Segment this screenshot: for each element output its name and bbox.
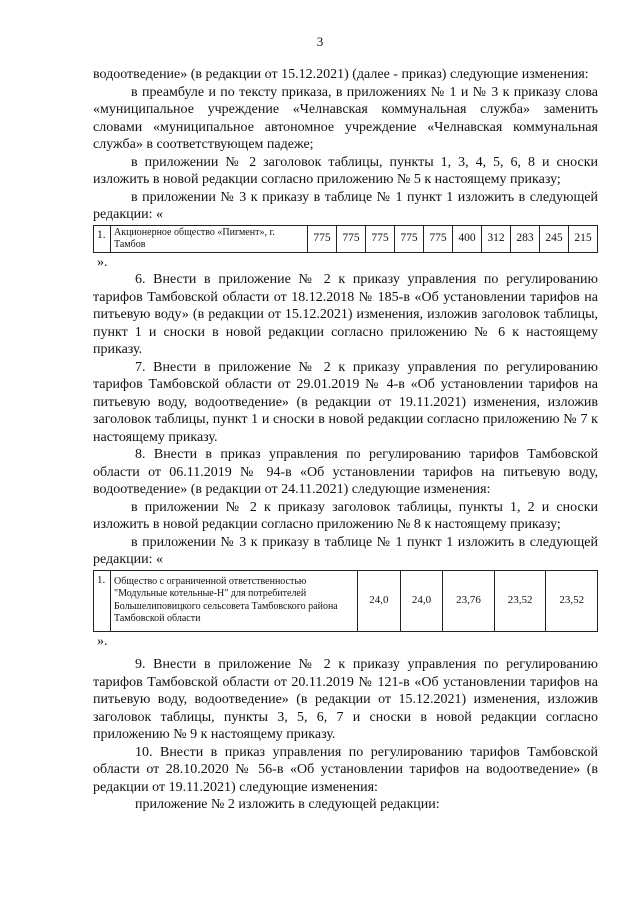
- document-body: [93, 66, 598, 814]
- page-number: 3: [316, 34, 324, 49]
- tariff-cell: 24,0: [358, 570, 401, 631]
- paragraph: водоотведение» (в редакции от 15.12.2021) (далее - приказ) следующие изменения:: [93, 67, 589, 82]
- paragraph: 9. Внести в приложение № 2 к приказу управления по регулированию тарифов Тамбовской области от 20.11.2019 № 121-в «Об установлении тарифов на питьевую воду, водоотведение» (в редакции от 15.12.2021) изменения, изложив заголовок таблицы, пункты 3, 5, 6, 7 и сноски в новой редакции согласно приложению № 9 к настоящему приказу.: [93, 657, 598, 742]
- paragraph: 10. Внести в приказ управления по регулированию тарифов Тамбовской области от 28.10.2020 № 56-в «Об установлении тарифов на водоотведение» (в редакции от 19.11.2021) следующие изменения:: [93, 744, 598, 795]
- tariff-cell: 245: [540, 225, 569, 252]
- tariff-cell: 775: [337, 225, 366, 252]
- tariff-cell: 23,76: [443, 570, 495, 631]
- row-number: 1.: [94, 570, 111, 631]
- paragraph: в приложении № 3 к приказу в таблице № 1 пункт 1 изложить в следующей редакции: «: [93, 189, 598, 222]
- paragraph: 7. Внести в приложение № 2 к приказу управления по регулированию тарифов Тамбовской области от 29.01.2019 № 4-в «Об установлении тарифов на питьевую воду, водоотведение» (в редакции от 19.11.2021) изменения, изложив заголовок таблицы, пункт 1 и сноски в новой редакции согласно приложению № 7 к настоящему приказу.: [93, 359, 598, 445]
- table-row: [94, 225, 598, 252]
- tariff-cell: 24,0: [400, 570, 443, 631]
- tariff-cell: 312: [482, 225, 511, 252]
- tariff-cell: 215: [569, 225, 598, 252]
- paragraph: приложение № 2 изложить в следующей редакции:: [135, 797, 440, 812]
- tariff-cell: 23,52: [546, 570, 598, 631]
- tariff-table-modular-boilers: [93, 570, 598, 632]
- paragraph: 6. Внести в приложение № 2 к приказу управления по регулированию тарифов Тамбовской области от 18.12.2018 № 185-в «Об установлении тарифов на питьевую воду» (в редакции от 15.12.2021) изменения, изложив заголовок таблицы, пункт 1 и сноски в новой редакции согласно приложению № 6 к настоящему приказу.: [93, 272, 598, 357]
- table-row: [94, 570, 598, 631]
- row-number: 1.: [94, 225, 111, 252]
- tariff-table-pigment: [93, 225, 598, 253]
- closing-quote: ».: [97, 254, 108, 270]
- tariff-cell: 283: [511, 225, 540, 252]
- tariff-cell: 775: [308, 225, 337, 252]
- paragraph: 8. Внести в приказ управления по регулированию тарифов Тамбовской области от 06.11.2019 № 94-в «Об установлении тарифов на питьевую воду, водоотведение» (в редакции от 24.11.2021) следующие изменения:: [93, 447, 598, 497]
- organization-name: Акционерное общество «Пигмент», г. Тамбов: [111, 225, 308, 252]
- tariff-cell: 775: [424, 225, 453, 252]
- paragraph: в приложении № 2 заголовок таблицы, пункты 1, 3, 4, 5, 6, 8 и сноски изложить в новой редакции согласно приложению № 5 к настоящему приказу;: [93, 154, 598, 187]
- paragraph: в приложении № 2 к приказу заголовок таблицы, пункты 1, 2 и сноски изложить в новой редакции согласно приложению № 8 к настоящему приказу;: [93, 499, 598, 532]
- tariff-cell: 775: [395, 225, 424, 252]
- paragraph: в преамбуле и по тексту приказа, в приложениях № 1 и № 3 к приказу слова «муниципальное учреждение «Челнавская коммунальная служба» заменить словами «муниципальное автономное учреждение «Челнавская коммунальная служба» в соответствующем падеже;: [93, 84, 598, 152]
- organization-name: Общество с ограниченной ответственностью "Модульные котельные-Н" для потребителей Большелиповицкого сельсовета Тамбовского района Тамбовской области: [111, 570, 358, 631]
- closing-quote: ».: [97, 633, 108, 649]
- tariff-cell: 775: [366, 225, 395, 252]
- tariff-cell: 23,52: [494, 570, 546, 631]
- tariff-cell: 400: [453, 225, 482, 252]
- paragraph: в приложении № 3 к приказу в таблице № 1 пункт 1 изложить в следующей редакции: «: [93, 534, 598, 567]
